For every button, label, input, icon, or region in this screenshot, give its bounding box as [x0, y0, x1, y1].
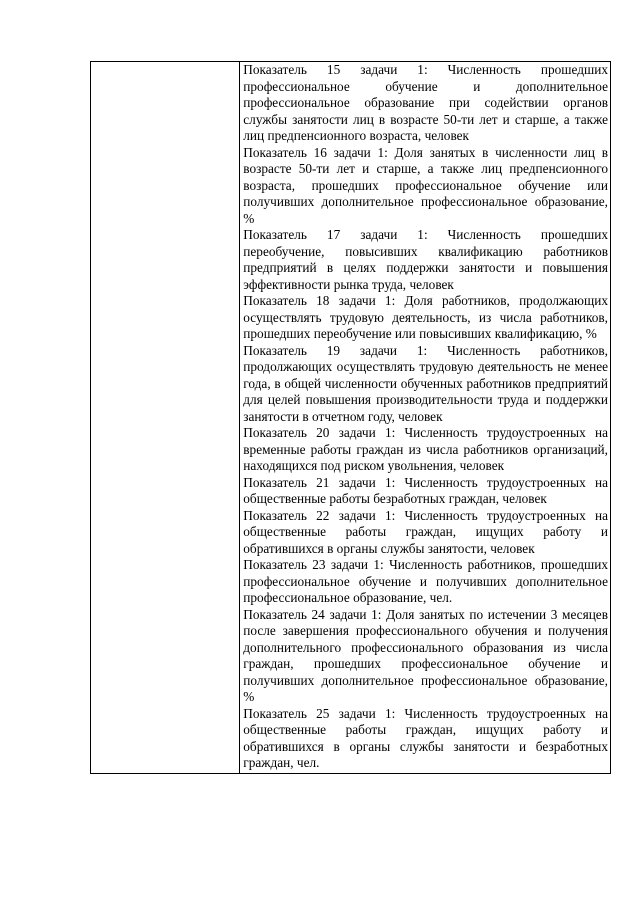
indicator-16: Показатель 16 задачи 1: Доля занятых в численности лиц в возрасте 50-ти лет и старше, а также лиц предпенсионного возраста, прошедших профессиональное обучение или получивших дополнительное профессиональное образование, % [243, 144, 608, 226]
table-row [91, 62, 611, 774]
indicator-20: Показатель 20 задачи 1: Численность трудоустроенных на временные работы граждан из числа работников организаций, находящихся под риском увольнения, человек [243, 425, 608, 473]
indicator-19: Показатель 19 задачи 1: Численность работников, продолжающих осуществлять трудовую деятельность не менее года, в общей численности обученных работников предприятий для целей повышения производительности труда и поддержки занятости в отчетном году, человек [243, 342, 608, 424]
indicator-15: Показатель 15 задачи 1: Численность прошедших профессиональное обучение и дополнительное профессиональное образование при содействии органов службы занятости лиц в возрасте 50-ти лет и старше, а также лиц предпенсионного возраста, человек [243, 62, 608, 143]
indicators-table [90, 61, 611, 774]
indicator-24: Показатель 24 задачи 1: Доля занятых по истечении 3 месяцев после завершения профессионального обучения и получения дополнительного профессионального образования из числа граждан, прошедших профессиональное обучение и получивших дополнительное профессиональное образование, % [243, 606, 608, 704]
indicator-22: Показатель 22 задачи 1: Численность трудоустроенных на общественные работы граждан, ищущих работу и обратившихся в органы службы занятости, человек [243, 507, 608, 556]
indicator-21: Показатель 21 задачи 1: Численность трудоустроенных на общественные работы безработных граждан, человек [243, 474, 608, 506]
left-empty-cell [91, 62, 240, 774]
indicator-25: Показатель 25 задачи 1: Численность трудоустроенных на общественные работы граждан, ищущих работу и обратившихся в органы службы занятости и безработных граждан, чел. [243, 705, 608, 770]
indicators-cell [240, 62, 611, 774]
indicator-18: Показатель 18 задачи 1: Доля работников, продолжающих осуществлять трудовую деятельность, из числа работников, прошедших переобучение или повысивших квалификацию, % [243, 293, 608, 341]
indicator-23: Показатель 23 задачи 1: Численность работников, прошедших профессиональное обучение и получивших дополнительное профессиональное образование, чел. [243, 557, 608, 605]
indicator-17: Показатель 17 задачи 1: Численность прошедших переобучение, повысивших квалификацию работников предприятий в целях поддержки занятости и повышения эффективности рынка труда, человек [243, 227, 608, 292]
